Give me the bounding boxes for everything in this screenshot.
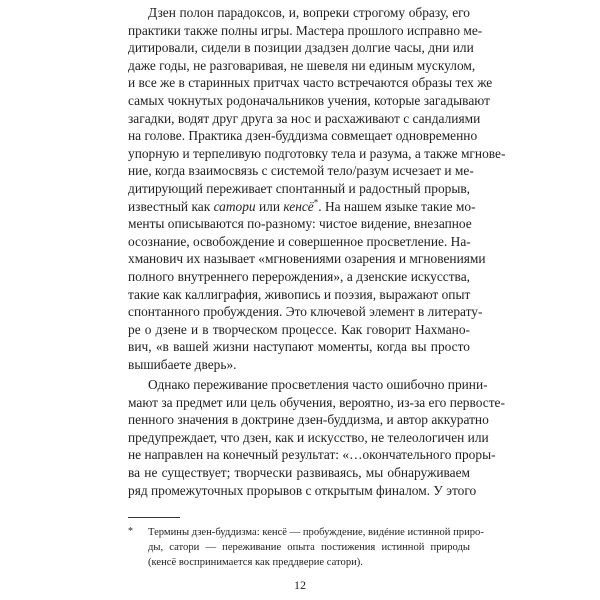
footnote-divider xyxy=(128,517,180,518)
footnote-line: Термины дзен-буддизма: кенсё — пробуждение, видéние истинной приро- xyxy=(148,527,484,538)
paragraph-1-line: упорную и терпеливую подготовку тела и разума, а также мгнове- xyxy=(128,145,506,161)
paragraph-1-line: вышибаете дверь». xyxy=(128,357,237,372)
paragraph-2-line: предупреждает, что дзен, как и искусство, не телеологичен или xyxy=(128,429,489,445)
paragraph-1-line: на голове. Практика дзен-буддизма совмещает одновременно xyxy=(128,128,478,144)
paragraph-1-line: ре о дзене и в творческом процессе. Как говорит Нахмано- xyxy=(128,321,470,337)
paragraph-2-line: ва не существует; творчески развиваясь, мы обнаруживаем xyxy=(128,465,470,480)
paragraph-1-line: загадки, водят друг друга за нос и расхаживают с сандалиями xyxy=(128,110,481,126)
paragraph-1-line: менты описываются по-разному: чистое видение, внезапное xyxy=(128,216,472,232)
paragraph-1-line: дитирующий переживает спонтанный и радостный прорыв, xyxy=(128,181,470,196)
footnote-line: (кенсё воспринимается как преддверие сатори). xyxy=(148,557,363,568)
paragraph-1-line: Дзен полон парадоксов, и, вопреки строгому образу, его xyxy=(148,5,470,20)
paragraph-1-line: спонтанного пробуждения. Это ключевой элемент в литерату- xyxy=(128,304,483,320)
paragraph-1-line: хманович их называет «мгновениями озарения и мгновениями xyxy=(128,251,486,267)
paragraph-1-line: вич, «в вашей жизни наступают моменты, когда вы просто xyxy=(128,339,470,355)
footnote-reference[interactable]: * xyxy=(313,197,319,208)
term-satori: сатори xyxy=(213,198,256,214)
footnote-marker: * xyxy=(128,526,133,537)
paragraph-1-line: полного внутреннего перерождения», а дзенские искусства, xyxy=(128,269,470,284)
paragraph-2-line: ряд промежуточных прорывов с открытым финалом. У этого xyxy=(128,482,477,498)
paragraph-1-line: ние, когда взаимосвязь с системой тело/разум исчезает и ме- xyxy=(128,163,474,179)
line-text: или xyxy=(255,198,284,214)
paragraph-1-line: такие как каллиграфия, живопись и поэзия, выражают опыт xyxy=(128,286,471,302)
paragraph-1-line: даже годы, не разговаривая, не шевеля ни единым мускулом, xyxy=(128,57,476,73)
term-kensho: кенсё xyxy=(283,198,314,214)
paragraph-1-line: практики также полны игры. Мастера прошлого исправно ме- xyxy=(128,22,483,38)
paragraph-2-line: не направлен на конечный результат: «…окончательного проры- xyxy=(128,447,496,463)
paragraph-2-line: мают за предмет или цель обучения, вероятно, из-за его первосте- xyxy=(128,394,505,410)
paragraph-1-line: и все же в старинных притчах часто встречаются образы тех же xyxy=(128,75,493,91)
paragraph-1-line: дитировали, сидели в позиции дзадзен долгие часы, дни или xyxy=(128,40,474,56)
paragraph-2-line: пенного значения в доктрине дзен-буддизма, и автор аккуратно xyxy=(128,412,489,428)
line-text: известный как xyxy=(128,198,214,214)
page-number: 12 xyxy=(294,578,306,592)
paragraph-2-line: Однако переживание просветления часто ошибочно прини- xyxy=(148,377,488,392)
paragraph-1-line: самых чокнутых родоначальников учения, которые загадывают xyxy=(128,93,490,108)
paragraph-1-line: осознание, освобождение и совершенное просветление. На- xyxy=(128,233,471,249)
line-text: . На нашем языке такие мо- xyxy=(318,198,476,214)
footnote-line: ды, сатори — переживание опыта постижения истинной природы xyxy=(148,542,470,553)
